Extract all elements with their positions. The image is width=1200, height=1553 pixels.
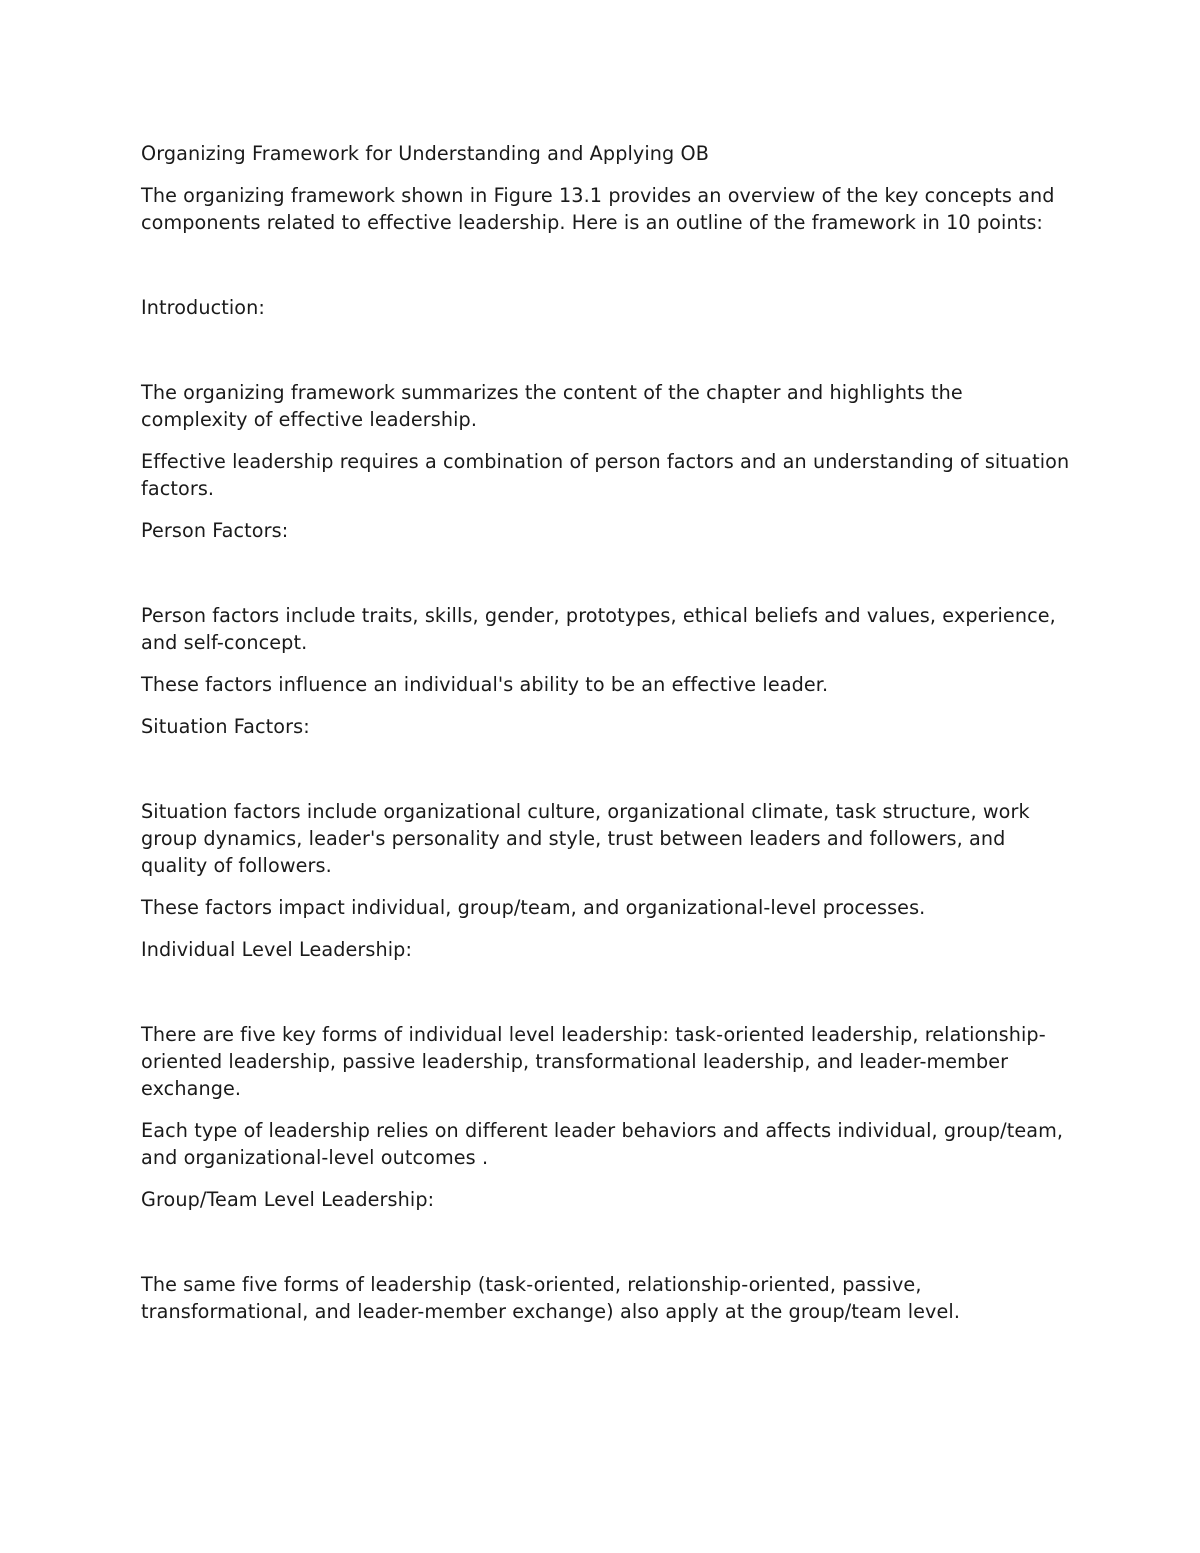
paragraph: Each type of leadership relies on different leader behaviors and affects individual, group/team, and organizational-level outcomes . [141,1119,1064,1169]
intro-paragraph: The organizing framework shown in Figure 13.1 provides an overview of the key concepts and components related to effective leadership. Here is an outline of the framework in 10 points: [141,184,1055,234]
section-heading-group-team-level-leadership: Group/Team Level Leadership: [141,1188,435,1211]
paragraph: There are five key forms of individual level leadership: task-oriented leadership, relationship-oriented leadership, passive leadership, transformational leadership, and leader-member exchange. [141,1023,1046,1100]
section-heading-individual-level-leadership: Individual Level Leadership: [141,938,413,961]
paragraph: Effective leadership requires a combination of person factors and an understanding of situation factors. [141,450,1070,500]
paragraph: Situation factors include organizational culture, organizational climate, task structure, work group dynamics, leader's personality and style, trust between leaders and followers, and quality of followers. [141,800,1030,877]
section-heading-introduction: Introduction: [141,296,265,319]
paragraph: These factors influence an individual's ability to be an effective leader. [141,673,829,696]
document-body [141,140,1071,1340]
document-title: Organizing Framework for Understanding and Applying OB [141,142,709,165]
paragraph: Person factors include traits, skills, gender, prototypes, ethical beliefs and values, experience, and self-concept. [141,604,1056,654]
paragraph: The same five forms of leadership (task-oriented, relationship-oriented, passive, transformational, and leader-member exchange) also apply at the group/team level. [141,1273,961,1323]
section-heading-person-factors: Person Factors: [141,519,289,542]
section-heading-situation-factors: Situation Factors: [141,715,310,738]
paragraph: The organizing framework summarizes the content of the chapter and highlights the complexity of effective leadership. [141,381,963,431]
paragraph: These factors impact individual, group/team, and organizational-level processes. [141,896,926,919]
